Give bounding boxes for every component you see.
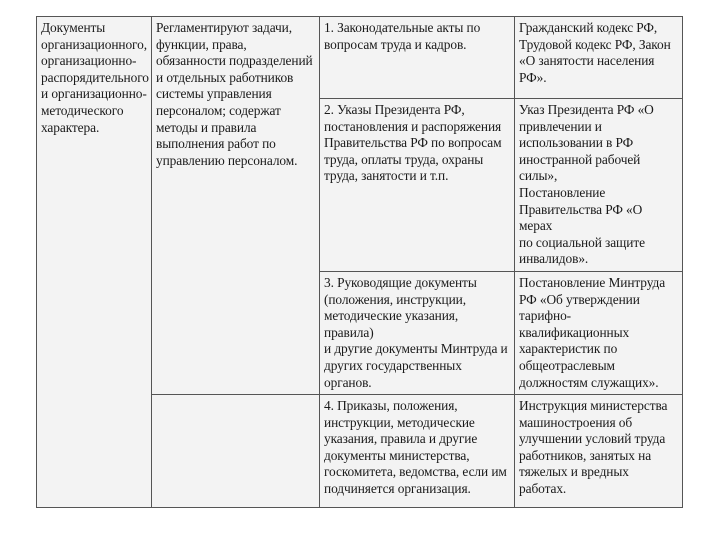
- document-examples: Гражданский кодекс РФ, Трудовой кодекс РФ, Закон «О занятости населения РФ».: [519, 20, 671, 85]
- document-examples-cell: [515, 99, 683, 272]
- document-type: 2. Указы Президента РФ, постановления и распоряжения Правительства РФ по вопросам труда, оплаты труда, охраны труда, занятости и т.п.: [324, 102, 502, 184]
- document-type-cell: [320, 271, 515, 394]
- documents-table: [36, 16, 683, 508]
- document-examples: Указ Президента РФ «О привлечении и использовании в РФ иностранной рабочей силы», Постановление Правительства РФ «О мерах по социальной защите инвалидов».: [519, 102, 654, 267]
- document-type: 1. Законодательные акты по вопросам труда и кадров.: [324, 20, 481, 52]
- group-title-cell: [37, 17, 152, 508]
- group-title: Документы организационного, организационно- распорядительного и организационно- методического характера.: [41, 20, 149, 135]
- document-examples: Инструкция министерства машиностроения об улучшении условий труда работников, занятых на тяжелых и вредных работах.: [519, 398, 668, 497]
- group-description: Регламентируют задачи, функции, права, обязанности подразделений и отдельных работников системы управления персоналом; содержат методы и правила выполнения работ по управлению персоналом.: [156, 20, 313, 168]
- empty-cell: [152, 395, 320, 508]
- document-examples-cell: [515, 17, 683, 99]
- document-type: 4. Приказы, положения, инструкции, методические указания, правила и другие документы министерства, госкомитета, ведомства, если им подчиняется организация.: [324, 398, 507, 497]
- table-row: [37, 17, 683, 99]
- document-examples: Постановление Минтруда РФ «Об утверждении тарифно-квалификационных характеристик по общеотраслевым должностям служащих».: [519, 274, 666, 390]
- document-type: 3. Руководящие документы (положения, инструкции, методические указания, правила) и другие документы Минтруда и других государственных органов.: [324, 274, 508, 390]
- document-type-cell: [320, 99, 515, 272]
- document-type-cell: [320, 395, 515, 508]
- document-type-cell: [320, 17, 515, 99]
- document-examples-cell: [515, 395, 683, 508]
- document-examples-cell: [515, 271, 683, 394]
- group-description-cell: [152, 17, 320, 395]
